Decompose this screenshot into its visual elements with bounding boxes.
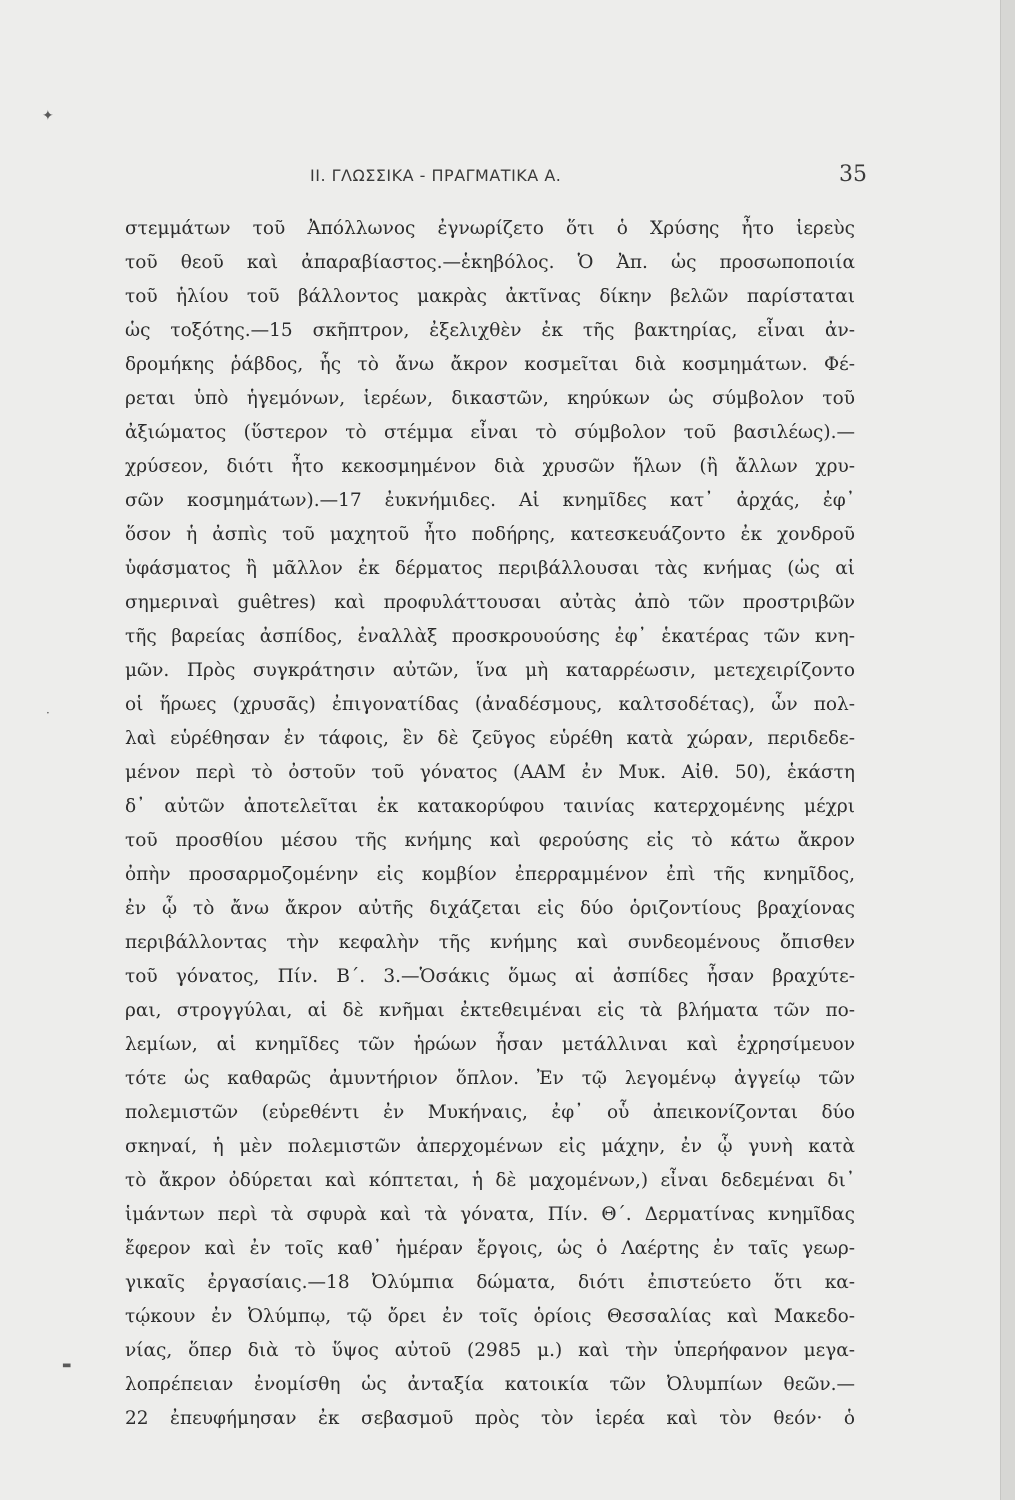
text-line: μένον περὶ τὸ ὀστοῦν τοῦ γόνατος (ΑΑΜ ἐν Μυκ. Αἰθ. 50), ἑκάστη (125, 762, 855, 783)
text-line: λοπρέπειαν ἐνομίσθη ὡς ἀνταξία κατοικία τῶν Ὀλυμπίων θεῶν.— (125, 1374, 855, 1395)
text-line: στεμμάτων τοῦ Ἀπόλλωνος ἐγνωρίζετο ὅτι ὁ Χρύσης ἦτο ἱερεὺς (125, 218, 855, 239)
ink-speck: ✦ (42, 108, 54, 124)
text-line: ἐν ᾧ τὸ ἄνω ἄκρον αὐτῆς διχάζεται εἰς δύο ὁριζοντίους βραχίονας (125, 898, 855, 919)
page-edge (1000, 0, 1015, 1500)
text-line: ρεται ὑπὸ ἡγεμόνων, ἱερέων, δικαστῶν, κηρύκων ὡς σύμβολον τοῦ (125, 388, 855, 409)
text-line: ἀξιώματος (ὕστερον τὸ στέμμα εἶναι τὸ σύμβολον τοῦ βασιλέως).— (125, 422, 855, 443)
text-line: τοῦ ἡλίου τοῦ βάλλοντος μακρὰς ἀκτῖνας δίκην βελῶν παρίσταται (125, 286, 855, 307)
text-line: νίας, ὅπερ διὰ τὸ ὕψος αὐτοῦ (2985 μ.) καὶ τὴν ὑπερήφανον μεγα- (125, 1340, 855, 1361)
text-line: χρύσεον, διότι ἦτο κεκοσμημένον διὰ χρυσῶν ἥλων (ἢ ἄλλων χρυ- (125, 456, 855, 477)
running-title: II. ΓΛΩΣΣΙΚΑ - ΠΡΑΓΜΑΤΙΚΑ Α. (310, 166, 562, 185)
text-line: 22 ἐπευφήμησαν ἐκ σεβασμοῦ πρὸς τὸν ἱερέα καὶ τὸν θεόν· ὁ (125, 1408, 855, 1429)
text-line: πολεμιστῶν (εὑρεθέντι ἐν Μυκήναις, ἐφ᾿ οὗ ἀπεικονίζονται δύο (125, 1102, 855, 1123)
text-line: λαὶ εὑρέθησαν ἐν τάφοις, ἓν δὲ ζεῦγος εὑρέθη κατὰ χώραν, περιδεδε- (125, 728, 855, 749)
text-line: τοῦ γόνατος, Πίν. Β΄. 3.—Ὁσάκις ὅμως αἱ ἀσπίδες ἦσαν βραχύτε- (125, 966, 855, 987)
text-line: ὑφάσματος ἢ μᾶλλον ἐκ δέρματος περιβάλλουσαι τὰς κνήμας (ὡς αἱ (125, 558, 855, 579)
text-line: ραι, στρογγύλαι, αἱ δὲ κνῆμαι ἐκτεθειμέναι εἰς τὰ βλήματα τῶν πο- (125, 1000, 855, 1021)
text-line: ἱμάντων περὶ τὰ σφυρὰ καὶ τὰ γόνατα, Πίν. Θ΄. Δερματίνας κνημῖδας (125, 1204, 855, 1225)
text-line: ἔφερον καὶ ἐν τοῖς καθ᾿ ἡμέραν ἔργοις, ὡς ὁ Λαέρτης ἐν ταῖς γεωρ- (125, 1238, 855, 1259)
text-line: τότε ὡς καθαρῶς ἀμυντήριον ὅπλον. Ἐν τῷ λεγομένῳ ἀγγείῳ τῶν (125, 1068, 855, 1089)
page-number: 35 (839, 162, 867, 187)
body-text (125, 212, 855, 1436)
ink-speck: · (46, 706, 50, 720)
text-line: τοῦ θεοῦ καὶ ἀπαραβίαστος.—ἑκηβόλος. Ὁ Ἀπ. ὡς προσωποποιία (125, 252, 855, 273)
text-line: δ᾿ αὐτῶν ἀποτελεῖται ἐκ κατακορύφου ταινίας κατερχομένης μέχρι (125, 796, 855, 817)
text-line: λεμίων, αἱ κνημῖδες τῶν ἡρώων ἦσαν μετάλλιναι καὶ ἐχρησίμευον (125, 1034, 855, 1055)
text-line: σκηναί, ἡ μὲν πολεμιστῶν ἀπερχομένων εἰς μάχην, ἐν ᾧ γυνὴ κατὰ (125, 1136, 855, 1157)
text-line: ὅσον ἡ ἀσπὶς τοῦ μαχητοῦ ἦτο ποδήρης, κατεσκευάζοντο ἐκ χονδροῦ (125, 524, 855, 545)
running-header (125, 162, 867, 192)
text-line: μῶν. Πρὸς συγκράτησιν αὐτῶν, ἵνα μὴ καταρρέωσιν, μετεχειρίζοντο (125, 660, 855, 681)
text-line: γικαῖς ἐργασίαις.—18 Ὀλύμπια δώματα, διότι ἐπιστεύετο ὅτι κα- (125, 1272, 855, 1293)
text-line: δρομήκης ῥάβδος, ἧς τὸ ἄνω ἄκρον κοσμεῖται διὰ κοσμημάτων. Φέ- (125, 354, 855, 375)
text-line: οἱ ἥρωες (χρυσᾶς) ἐπιγονατίδας (ἀναδέσμους, καλτσοδέτας), ὧν πολ- (125, 694, 855, 715)
text-line: τὸ ἄκρον ὀδύρεται καὶ κόπτεται, ἡ δὲ μαχομένων,) εἶναι δεδεμέναι δι᾿ (125, 1170, 855, 1191)
text-line: σημεριναὶ guêtres) καὶ προφυλάττουσαι αὐτὰς ἀπὸ τῶν προστριβῶν (125, 592, 855, 613)
text-line: σῶν κοσμημάτων).—17 ἐυκνήμιδες. Αἱ κνημῖδες κατ᾿ ἀρχάς, ἐφ᾿ (125, 490, 855, 511)
text-line: τοῦ προσθίου μέσου τῆς κνήμης καὶ φερούσης εἰς τὸ κάτω ἄκρον (125, 830, 855, 851)
text-line: ὀπὴν προσαρμοζομένην εἰς κομβίον ἐπερραμμένον ἐπὶ τῆς κνημῖδος, (125, 864, 855, 885)
ink-speck: ▬ (62, 1360, 72, 1371)
text-line: ὡς τοξότης.—15 σκῆπτρον, ἐξελιχθὲν ἐκ τῆς βακτηρίας, εἶναι ἀν- (125, 320, 855, 341)
text-line: περιβάλλοντας τὴν κεφαλὴν τῆς κνήμης καὶ συνδεομένους ὄπισθεν (125, 932, 855, 953)
text-line: τῆς βαρείας ἀσπίδος, ἐναλλὰξ προσκρουούσης ἐφ᾿ ἑκατέρας τῶν κνη- (125, 626, 855, 647)
text-line: τῴκουν ἐν Ὀλύμπῳ, τῷ ὄρει ἐν τοῖς ὁρίοις Θεσσαλίας καὶ Μακεδο- (125, 1306, 855, 1327)
